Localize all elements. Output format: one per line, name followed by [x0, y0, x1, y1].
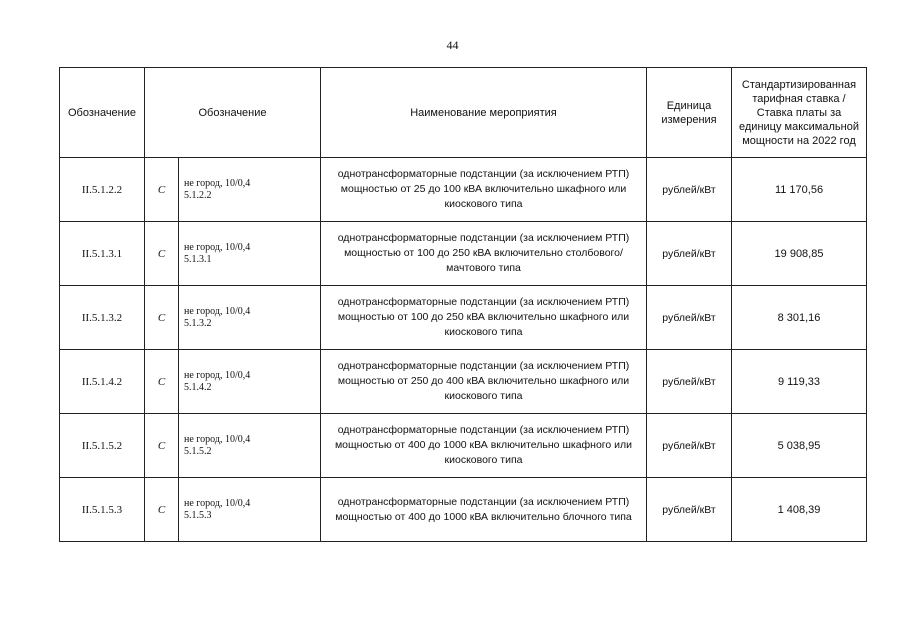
- row-designation: [179, 222, 321, 286]
- row-rate: 1 408,39: [732, 478, 867, 542]
- table-row: [60, 350, 867, 414]
- row-unit: рублей/кВт: [647, 222, 732, 286]
- header-unit: Единица измерения: [647, 68, 732, 158]
- row-rate: 19 908,85: [732, 222, 867, 286]
- row-name: однотрансформаторные подстанции (за исключением РТП) мощностью от 250 до 400 кВА включительно шкафного или киоскового типа: [321, 350, 647, 414]
- row-rate: 8 301,16: [732, 286, 867, 350]
- c-letter: C: [145, 158, 179, 222]
- row-name: однотрансформаторные подстанции (за исключением РТП) мощностью от 400 до 1000 кВА включительно блочного типа: [321, 478, 647, 542]
- table-row: [60, 286, 867, 350]
- designation-line2: 5.1.5.2: [184, 445, 212, 457]
- row-name: однотрансформаторные подстанции (за исключением РТП) мощностью от 400 до 1000 кВА включительно шкафного или киоскового типа: [321, 414, 647, 478]
- designation-line2: 5.1.5.3: [184, 509, 212, 521]
- row-code: II.5.1.4.2: [60, 350, 145, 414]
- c-letter: C: [145, 286, 179, 350]
- c-letter: C: [145, 350, 179, 414]
- row-unit: рублей/кВт: [647, 286, 732, 350]
- table-row: [60, 478, 867, 542]
- page-number: 44: [446, 38, 459, 52]
- header-name: Наименование мероприятия: [321, 68, 647, 158]
- header-code: Обозначение: [60, 68, 145, 158]
- row-name: однотрансформаторные подстанции (за исключением РТП) мощностью от 100 до 250 кВА включительно столбового/мачтового типа: [321, 222, 647, 286]
- designation-line2: 5.1.3.2: [184, 317, 212, 329]
- row-unit: рублей/кВт: [647, 158, 732, 222]
- row-unit: рублей/кВт: [647, 414, 732, 478]
- header-designation: Обозначение: [145, 68, 321, 158]
- row-designation: [179, 286, 321, 350]
- row-designation: [179, 414, 321, 478]
- row-code: II.5.1.5.3: [60, 478, 145, 542]
- table-row: [60, 414, 867, 478]
- table-row: [60, 158, 867, 222]
- row-rate: 11 170,56: [732, 158, 867, 222]
- row-rate: 5 038,95: [732, 414, 867, 478]
- row-designation: [179, 350, 321, 414]
- designation-line2: 5.1.2.2: [184, 189, 212, 201]
- row-code: II.5.1.3.1: [60, 222, 145, 286]
- row-unit: рублей/кВт: [647, 478, 732, 542]
- designation-line2: 5.1.3.1: [184, 253, 212, 265]
- c-letter: C: [145, 222, 179, 286]
- row-rate: 9 119,33: [732, 350, 867, 414]
- c-letter: C: [145, 414, 179, 478]
- row-name: однотрансформаторные подстанции (за исключением РТП) мощностью от 100 до 250 кВА включительно шкафного или киоскового типа: [321, 286, 647, 350]
- row-designation: [179, 478, 321, 542]
- designation-line1: не город, 10/0,4: [184, 241, 251, 253]
- row-unit: рублей/кВт: [647, 350, 732, 414]
- row-code: II.5.1.2.2: [60, 158, 145, 222]
- tariff-table: [59, 67, 867, 542]
- row-designation: [179, 158, 321, 222]
- table-row: [60, 222, 867, 286]
- header-rate: Стандартизированная тарифная ставка / Ставка платы за единицу максимальной мощности на 2022 год: [732, 68, 867, 158]
- designation-line1: не город, 10/0,4: [184, 497, 251, 509]
- c-letter: C: [145, 478, 179, 542]
- designation-line1: не город, 10/0,4: [184, 305, 251, 317]
- designation-line1: не город, 10/0,4: [184, 369, 251, 381]
- row-code: II.5.1.5.2: [60, 414, 145, 478]
- row-name: однотрансформаторные подстанции (за исключением РТП) мощностью от 25 до 100 кВА включительно шкафного или киоскового типа: [321, 158, 647, 222]
- designation-line1: не город, 10/0,4: [184, 433, 251, 445]
- designation-line2: 5.1.4.2: [184, 381, 212, 393]
- table-body: [60, 158, 867, 542]
- row-code: II.5.1.3.2: [60, 286, 145, 350]
- designation-line1: не город, 10/0,4: [184, 177, 251, 189]
- table-header-row: [60, 68, 867, 158]
